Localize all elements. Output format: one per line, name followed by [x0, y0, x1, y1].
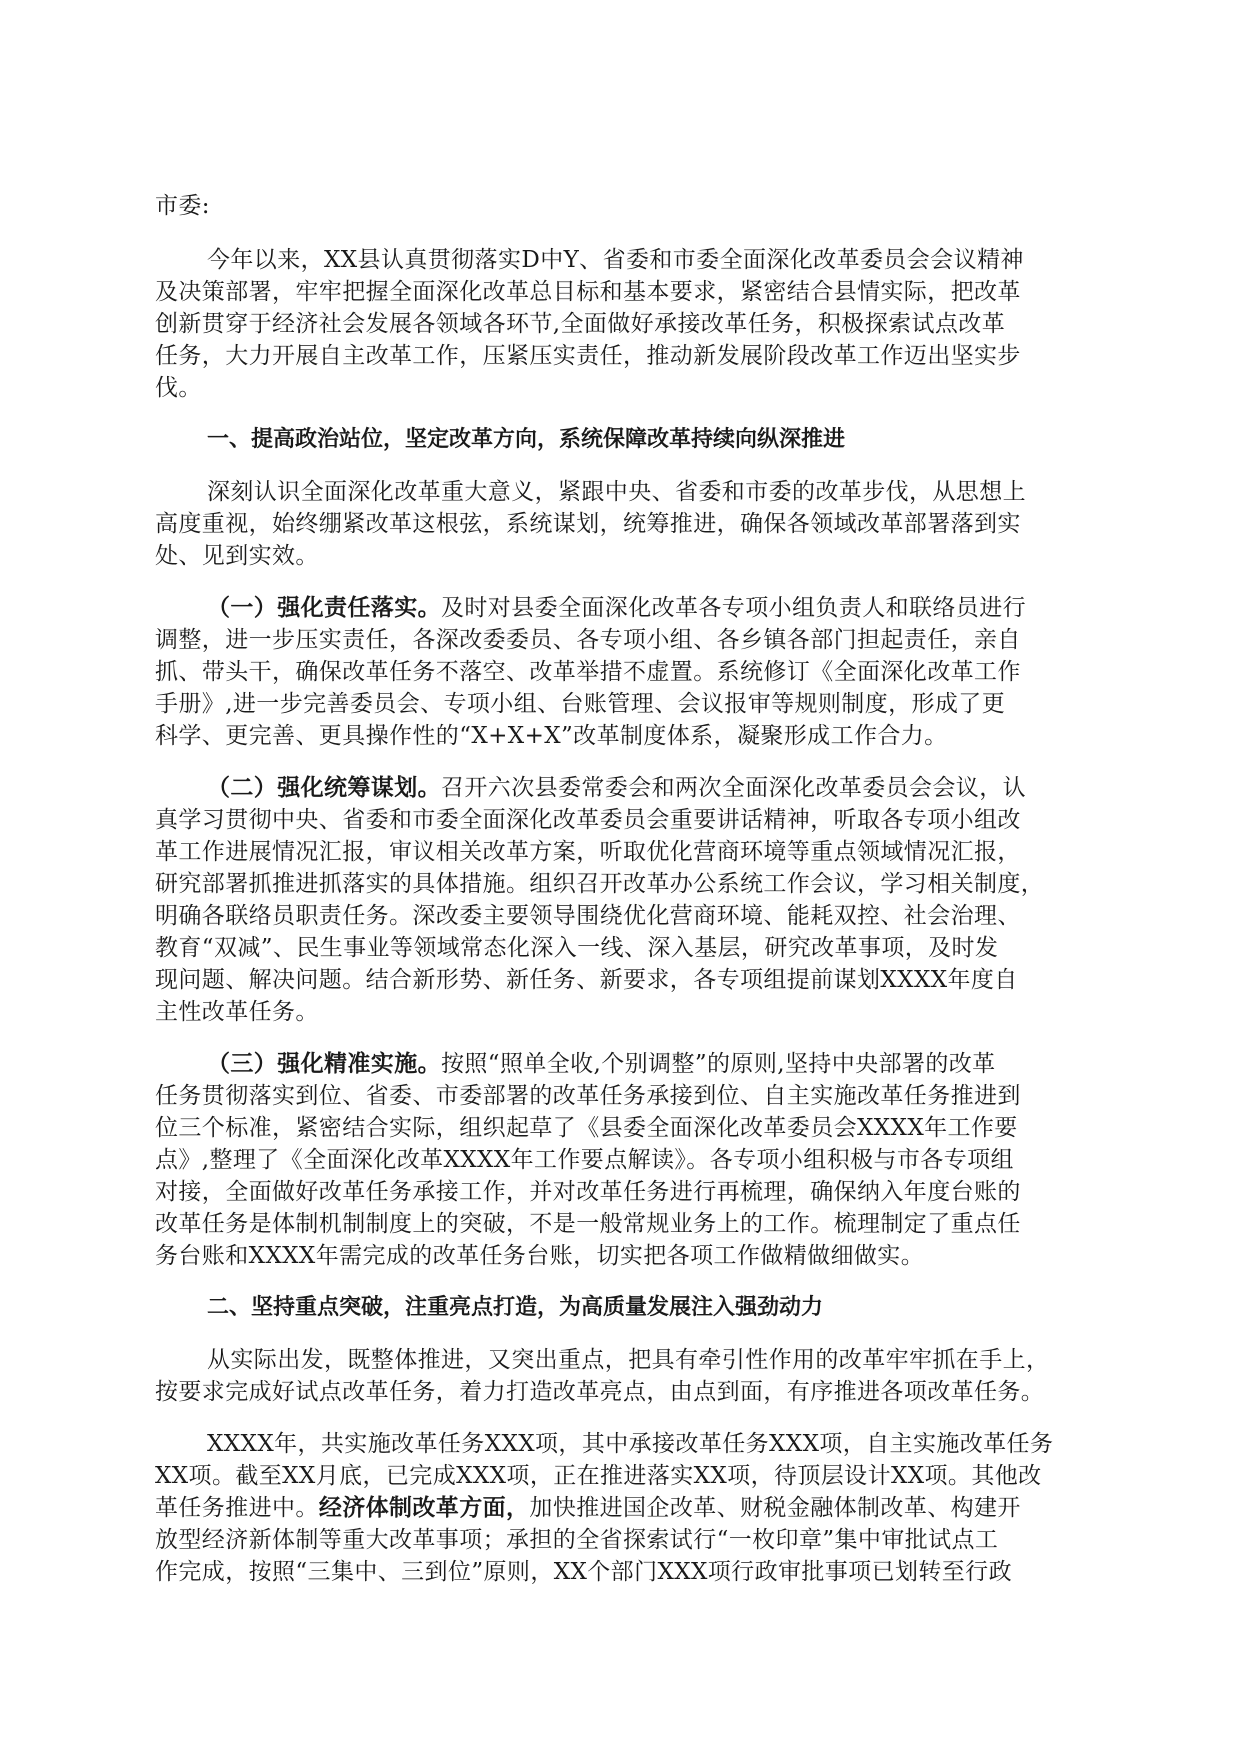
- text-run: 及时对县委全面深化改革各专项小组负责人和联络员进行: [441, 595, 1026, 621]
- subsection-3-paragraph: [155, 1048, 1095, 1272]
- text-line: 对接，全面做好改革任务承接工作，并对改革任务进行再梳理，确保纳入年度台账的: [155, 1179, 1021, 1205]
- text-run: 按照“照单全收,个别调整”的原则,坚持中央部署的改革: [441, 1051, 996, 1077]
- section-1-heading: 一、提高政治站位，坚定改革方向，系统保障改革持续向纵深推进: [207, 427, 846, 452]
- text-line: 高度重视，始终绷紧改革这根弦，系统谋划，统筹推进，确保各领域改革部署落到实: [155, 511, 1021, 537]
- text-line: 位三个标准，紧密结合实际，组织起草了《县委全面深化改革委员会XXXX年工作要: [155, 1115, 1018, 1141]
- text-line: 现问题、解决问题。结合新形势、新任务、新要求，各专项组提前谋划XXXX年度自: [155, 967, 1018, 993]
- text-line: 教育“双减”、民生事业等领域常态化深入一线、深入基层，研究改革事项，及时发: [155, 935, 999, 961]
- section-2-heading: 二、坚持重点突破，注重亮点打造，为高质量发展注入强劲动力: [207, 1295, 824, 1320]
- text-line: [155, 1492, 1095, 1524]
- text-line: 明确各联络员职责任务。深改委主要领导围绕优化营商环境、能耗双控、社会治理、: [155, 903, 1021, 929]
- text-line: [155, 1048, 1095, 1080]
- section-2-tasks-paragraph: [155, 1428, 1095, 1588]
- text-line: 任务，大力开展自主改革工作，压紧压实责任，推动新发展阶段改革工作迈出坚实步: [155, 343, 1021, 369]
- section-1-intro-paragraph: [155, 476, 1095, 572]
- text-line: 研究部署抓推进抓落实的具体措施。组织召开改革办公系统工作会议，学习相关制度，: [155, 871, 1045, 897]
- document-page: [155, 190, 1095, 1608]
- text-line: 深刻认识全面深化改革重大意义，紧跟中央、省委和市委的改革步伐，从思想上: [207, 479, 1026, 505]
- text-line: 从实际出发，既整体推进，又突出重点，把具有牵引性作用的改革牢牢抓在手上，: [207, 1347, 1050, 1373]
- salutation: 市委:: [155, 193, 210, 219]
- subsection-2-paragraph: [155, 772, 1095, 1028]
- subsection-3-title: （三）强化精准实施。: [207, 1051, 441, 1077]
- subsection-2-title: （二）强化统筹谋划。: [207, 775, 441, 801]
- economic-reform-highlight: 经济体制改革方面，: [318, 1495, 530, 1521]
- text-run: 革任务推进中。: [155, 1495, 319, 1521]
- text-line: 改革任务是体制机制制度上的突破，不是一般常规业务上的工作。梳理制定了重点任: [155, 1211, 1021, 1237]
- text-line: 及决策部署，牢牢把握全面深化改革总目标和基本要求，紧密结合县情实际，把改革: [155, 279, 1021, 305]
- text-line: 真学习贯彻中央、省委和市委全面深化改革委员会重要讲话精神，听取各专项小组改: [155, 807, 1021, 833]
- text-line: 处、见到实效。: [155, 543, 319, 569]
- text-line: 务台账和XXXX年需完成的改革任务台账，切实把各项工作做精做细做实。: [155, 1243, 925, 1269]
- text-line: [155, 592, 1095, 624]
- subsection-1-paragraph: [155, 592, 1095, 752]
- text-line: 点》,整理了《全面深化改革XXXX年工作要点解读》。各专项小组积极与市各专项组: [155, 1147, 1014, 1173]
- text-line: 按要求完成好试点改革任务，着力打造改革亮点，由点到面，有序推进各项改革任务。: [155, 1379, 1045, 1405]
- text-line: 伐。: [155, 375, 202, 401]
- text-line: 手册》,进一步完善委员会、专项小组、台账管理、会议报审等规则制度，形成了更: [155, 691, 1006, 717]
- text-line: 调整，进一步压实责任，各深改委委员、各专项小组、各乡镇各部门担起责任，亲自: [155, 627, 1021, 653]
- text-line: 抓、带头干，确保改革任务不落空、改革举措不虚置。系统修订《全面深化改革工作: [155, 659, 1021, 685]
- section-2-intro-paragraph: [155, 1344, 1095, 1408]
- text-line: 主性改革任务。: [155, 999, 319, 1025]
- text-line: 作完成，按照“三集中、三到位”原则，XX个部门XXX项行政审批事项已划转至行政: [155, 1559, 1012, 1585]
- text-line: [155, 772, 1095, 804]
- subsection-1-title: （一）强化责任落实。: [207, 595, 441, 621]
- text-line: XX项。截至XX月底，已完成XXX项，正在推进落实XX项，待顶层设计XX项。其他改: [155, 1463, 1042, 1489]
- text-run: 加快推进国企改革、财税金融体制改革、构建开: [529, 1495, 1021, 1521]
- text-line: 科学、更完善、更具操作性的“X+X+X”改革制度体系，凝聚形成工作合力。: [155, 723, 948, 749]
- text-line: XXXX年，共实施改革任务XXX项，其中承接改革任务XXX项，自主实施改革任务: [207, 1431, 1054, 1457]
- text-line: 放型经济新体制等重大改革事项；承担的全省探索试行“一枚印章”集中审批试点工: [155, 1527, 999, 1553]
- text-line: 任务贯彻落实到位、省委、市委部署的改革任务承接到位、自主实施改革任务推进到: [155, 1083, 1021, 1109]
- text-run: 召开六次县委常委会和两次全面深化改革委员会会议，认: [441, 775, 1026, 801]
- text-line: 革工作进展情况汇报，审议相关改革方案，听取优化营商环境等重点领域情况汇报，: [155, 839, 1021, 865]
- text-line: 今年以来，XX县认真贯彻落实D中Y、省委和市委全面深化改革委员会会议精神: [207, 247, 1024, 273]
- text-line: 创新贯穿于经济社会发展各领域各环节,全面做好承接改革任务，积极探索试点改革: [155, 311, 1006, 337]
- intro-paragraph: [155, 244, 1095, 404]
